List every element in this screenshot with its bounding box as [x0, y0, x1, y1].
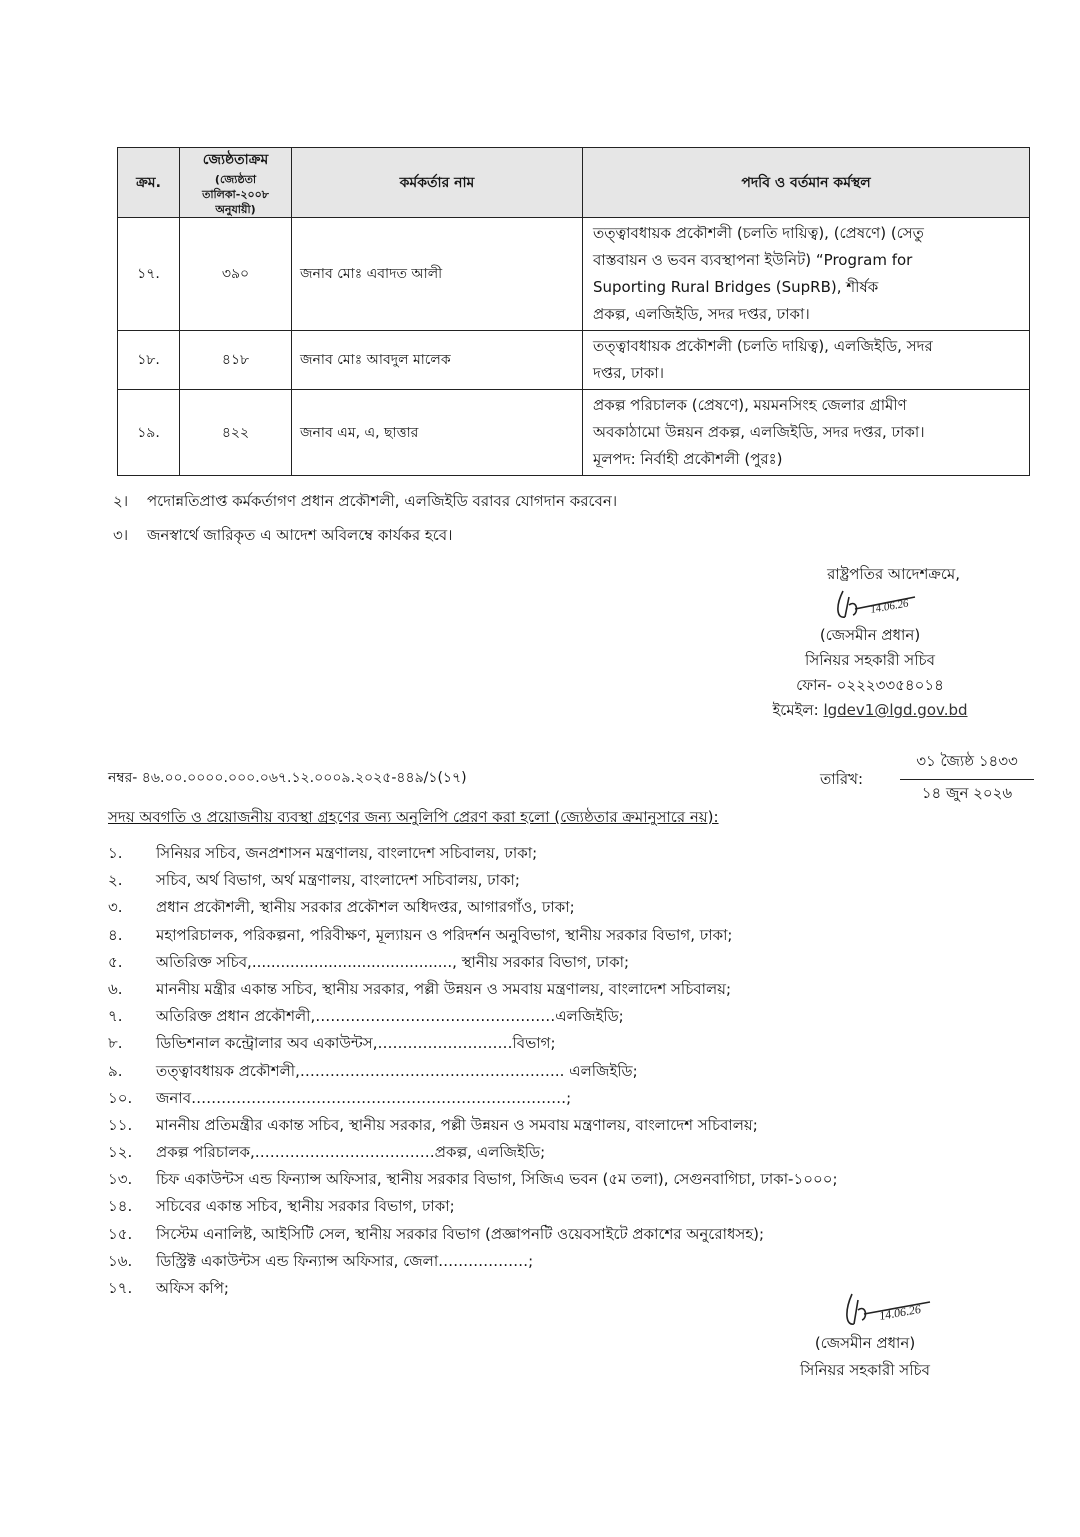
header-post: পদবি ও বর্তমান কর্মস্থল	[583, 148, 1030, 218]
post-line: বাস্তবায়ন ও ভবন ব্যবস্থাপনা ইউনিট) “Program for	[593, 251, 913, 269]
signatory-designation: সিনিয়র সহকারী সচিব	[800, 1361, 930, 1379]
list-item: ১০. জনাব…………………………………………………………………;	[108, 1088, 572, 1107]
initials-date: 14.06.26	[869, 597, 910, 616]
post-line: অবকাঠামো উন্নয়ন প্রকল্প, এলজিইডি, সদর দপ্তর, ঢাকা।	[593, 423, 925, 441]
row-officer-name: জনাব মোঃ এবাদত আলী	[292, 218, 583, 331]
list-item: ৩. প্রধান প্রকৌশলী, স্থানীয় সরকার প্রকৌশল অধিদপ্তর, আগারগাঁও, ঢাকা;	[108, 898, 575, 917]
paragraph-2	[113, 490, 617, 515]
list-item: ৪. মহাপরিচালক, পরিকল্পনা, পরিবীক্ষণ, মূল্যায়ন ও পরিদর্শন অনুবিভাগ, স্থানীয় সরকার বিভাগ, ঢাকা;	[108, 925, 733, 944]
signatory-designation: সিনিয়র সহকারী সচিব	[805, 651, 935, 669]
list-item: ১৫. সিস্টেম এনালিষ্ট, আইসিটি সেল, স্থানীয় সরকার বিভাগ (প্রজ্ঞাপনটি ওয়েবসাইটে প্রকাশের অনুরোধসহ);	[108, 1224, 765, 1243]
signature-block-2	[740, 1290, 990, 1384]
initials-date: 14.06.26	[878, 1301, 922, 1323]
header-serial: ক্রম.	[118, 148, 180, 218]
paragraph-3	[113, 524, 452, 549]
list-item: ২. সচিব, অর্থ বিভাগ, অর্থ মন্ত্রণালয়, বাংলাদেশ সচিবালয়, ঢাকা;	[108, 871, 520, 890]
list-item: ১১. মাননীয় প্রতিমন্ত্রীর একান্ত সচিব, স্থানীয় সরকার, পল্লী উন্নয়ন ও সমবায় মন্ত্রণালয়, বাংলাদেশ সচিবালয়;	[108, 1115, 758, 1134]
signatory-phone: ফোন- ০২২২৩৩৫৪০১৪	[796, 676, 944, 694]
header-officer-name: কর্মকর্তার নাম	[292, 148, 583, 218]
header-seniority-main: জ্যেষ্ঠতাক্রম	[202, 152, 269, 168]
row-serial: ১৯.	[118, 390, 180, 476]
post-line: প্রকল্প, এলজিইডি, সদর দপ্তর, ঢাকা।	[593, 305, 810, 323]
list-item: ৫. অতিরিক্ত সচিব,.........................................., স্থানীয় সরকার বিভাগ, ঢাকা;	[108, 952, 630, 971]
row-serial: ১৮.	[118, 331, 180, 390]
row-post	[583, 218, 1030, 331]
post-line: তত্ত্বাবধায়ক প্রকৌশলী (চলতি দায়িত্ব), এলজিইডি, সদর	[593, 337, 933, 355]
list-item: ১৭. অফিস কপি;	[108, 1279, 229, 1297]
signatory-email-line	[740, 698, 1000, 723]
row-post	[583, 331, 1030, 390]
row-seniority: ৪১৮	[180, 331, 292, 390]
signature-image	[790, 1290, 940, 1330]
post-line: দপ্তর, ঢাকা।	[593, 364, 665, 382]
post-line: প্রকল্প পরিচালক (প্রেষণে), ময়মনসিংহ জেলার গ্রামীণ	[593, 396, 907, 414]
row-seniority: ৪২২	[180, 390, 292, 476]
distribution-list	[108, 840, 1008, 1302]
table-row	[118, 218, 1030, 331]
list-item: ১. সিনিয়র সচিব, জনপ্রশাসন মন্ত্রণালয়, বাংলাদেশ সচিবালয়, ঢাকা;	[108, 844, 538, 862]
post-line: Suporting Rural Bridges (SupRB), শীর্ষক	[593, 278, 879, 296]
email-label: ইমেইল:	[772, 701, 819, 719]
paragraph-number: ৩।	[113, 526, 129, 544]
list-item: ১৬. ডিস্ট্রিক্ট একাউন্টস এন্ড ফিন্যান্স অফিসার, জেলা………………;	[108, 1251, 534, 1270]
row-officer-name: জনাব এম, এ, ছাত্তার	[292, 390, 583, 476]
date-bangla: ৩১ জ্যৈষ্ঠ ১৪৩৩	[900, 750, 1034, 780]
table-header-row	[118, 148, 1030, 218]
list-item: ৮. ডিভিশনাল কন্ট্রোলার অব একাউন্টস,………………………বিভাগ;	[108, 1034, 556, 1053]
date-english: ১৪ জুন ২০২৬	[921, 784, 1013, 802]
signatory-name: (জেসমীন প্রধান)	[814, 1334, 916, 1352]
row-post	[583, 390, 1030, 476]
list-item: ৭. অতিরিক্ত প্রধান প্রকৌশলী,…………………………………………এলজিইডি;	[108, 1007, 624, 1026]
signature-image	[805, 587, 935, 623]
signature-scrawl	[740, 587, 1000, 623]
header-seniority	[180, 148, 292, 218]
post-line: তত্ত্বাবধায়ক প্রকৌশলী (চলতি দায়িত্ব), (প্রেষণে) (সেতু	[593, 224, 924, 242]
signatory-name: (জেসমীন প্রধান)	[819, 626, 921, 644]
list-item: ৬. মাননীয় মন্ত্রীর একান্ত সচিব, স্থানীয় সরকার, পল্লী উন্নয়ন ও সমবায় মন্ত্রণালয়, বাংলাদেশ সচিবালয়;	[108, 979, 732, 998]
row-seniority: ৩৯০	[180, 218, 292, 331]
email-link[interactable]: lgdev1@lgd.gov.bd	[823, 701, 968, 719]
promotion-table	[117, 147, 1030, 476]
list-item: ১৩. চিফ একাউন্টস এন্ড ফিন্যান্স অফিসার, স্থানীয় সরকার বিভাগ, সিজিএ ভবন (৫ম তলা), সেগুনবাগিচা, ঢাকা-১০০০;	[108, 1170, 838, 1189]
row-serial: ১৭.	[118, 218, 180, 331]
order-line: রাষ্ট্রপতির আদেশক্রমে,	[827, 565, 960, 583]
paragraph-text: জনস্বার্থে জারিকৃত এ আদেশ অবিলম্বে কার্যকর হবে।	[147, 526, 453, 544]
list-item: ৯. তত্ত্বাবধায়ক প্রকৌশলী,…………………………………………….. এলজিইডি;	[108, 1061, 638, 1080]
post-line: মূলপদ: নির্বাহী প্রকৌশলী (পুরঃ)	[593, 450, 783, 468]
table-row	[118, 390, 1030, 476]
header-seniority-sub: (জ্যেষ্ঠতা তালিকা-২০০৮ অনুযায়ী)	[202, 173, 269, 216]
table-row	[118, 331, 1030, 390]
date-label: তারিখ:	[820, 770, 864, 788]
paragraph-text: পদোন্নতিপ্রাপ্ত কর্মকর্তাগণ প্রধান প্রকৌশলী, এলজিইডি বরাবর যোগদান করবেন।	[147, 492, 618, 510]
paragraph-number: ২।	[113, 492, 129, 510]
copy-heading: সদয় অবগতি ও প্রয়োজনীয় ব্যবস্থা গ্রহণের জন্য অনুলিপি প্রেরণ করা হলো (জ্যেষ্ঠতার ক্রমানুসারে নয়):	[108, 808, 719, 826]
memo-number: নম্বর- ৪৬.০০.০০০০.০০০.০৬৭.১২.০০০৯.২০২৫-৪৪৯/১(১৭)	[108, 770, 467, 786]
list-item: ১৪. সচিবের একান্ত সচিব, স্থানীয় সরকার বিভাগ, ঢাকা;	[108, 1197, 455, 1216]
list-item: ১২. প্রকল্প পরিচালক,………………………………প্রকল্প, এলজিইডি;	[108, 1143, 546, 1162]
row-officer-name: জনাব মোঃ আবদুল মালেক	[292, 331, 583, 390]
signature-scrawl-2	[740, 1290, 990, 1330]
signature-block	[740, 562, 1000, 723]
